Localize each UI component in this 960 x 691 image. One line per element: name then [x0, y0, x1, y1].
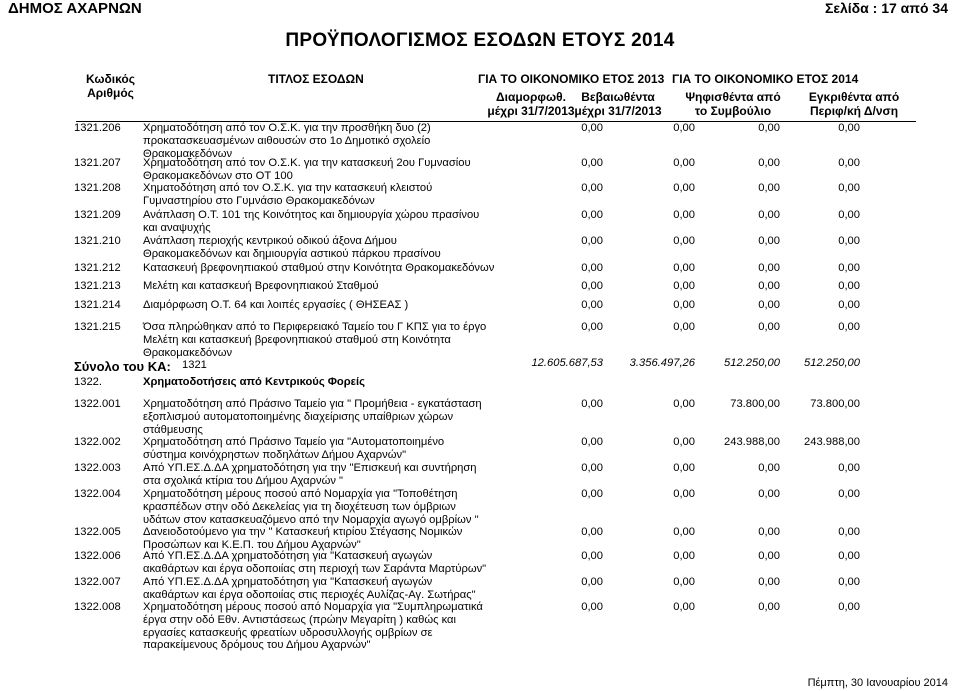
row-value-approved: 0,00 [838, 601, 860, 613]
row-value-certified: 0,00 [673, 398, 695, 410]
row-description: Ανάπλαση Ο.Τ. 101 της Κοινότητος και δημιουργία χώρου πρασίνου και αναψυχής [143, 209, 480, 234]
col-voted-label-1: Ψηφισθέντα από [685, 90, 781, 104]
row-description: Όσα πληρώθηκαν από το Περιφερειακό Ταμείο του Γ ΚΠΣ για το έργο Μελέτη και κατασκευή βρεφονηπιακού σταθμού στη Κοινότητα Θρακομακεδόνων [143, 321, 487, 359]
row-description: Από ΥΠ.ΕΣ.Δ.ΔΑ χρηματοδότηση για "Κατασκευή αγωγών ακαθάρτων και έργα οδοποιίας στη περιοχή των Σαράντα Μαρτύρων" [143, 550, 487, 575]
row-value-certified: 0,00 [673, 601, 695, 613]
row-description: Χρηματοδότηση μέρους ποσού από Νομαρχία για "Τοποθέτηση κρασπέδων στην οδό Δεκελείας για τη διοχέτευση των όμβριων υδάτων στον κατασκευαζόμενο από την Νομαρχία αγωγό ομβρίων " [143, 488, 479, 526]
col-certified-label-1: Βεβαιωθέντα [581, 90, 655, 104]
row-value-approved: 0,00 [838, 262, 860, 274]
row-value-formed: 0,00 [581, 299, 603, 311]
row-description: Από ΥΠ.ΕΣ.Δ.ΔΑ χρηματοδότηση για την "Επισκευή και συντήρηση στα σχολικά κτίρια του Δήμου Αχαρνών " [143, 462, 477, 487]
row-code: 1321.212 [74, 262, 121, 274]
total-label: Σύνολο του ΚΑ: [74, 359, 171, 374]
page-info: Σελίδα : 17 από 34 [824, 0, 948, 16]
row-value-voted: 0,00 [758, 209, 780, 221]
row-value-voted: 0,00 [758, 299, 780, 311]
row-code: 1322.004 [74, 488, 121, 500]
row-code: 1322.003 [74, 462, 121, 474]
row-value-voted: 243.988,00 [724, 436, 780, 448]
col-voted-header [680, 90, 786, 118]
row-value-voted: 0,00 [758, 157, 780, 169]
row-value-certified: 0,00 [673, 436, 695, 448]
row-value-formed: 0,00 [581, 488, 603, 500]
row-value-certified: 0,00 [673, 526, 695, 538]
row-value-formed: 0,00 [581, 209, 603, 221]
row-description: Κατασκευή βρεφονηπιακού σταθμού στην Κοινότητα Θρακομακεδόνων [143, 262, 495, 274]
row-value-voted: 0,00 [758, 576, 780, 588]
row-value-certified: 0,00 [673, 488, 695, 500]
row-description: Δανειοδοτούμενο για την " Κατασκευή κτιρίου Στέγασης Νομικών Προσώπων και Κ.Ε.Π. του Δήμου Αχαρνών" [143, 526, 463, 551]
row-value-approved: 0,00 [838, 526, 860, 538]
row-code: 1321.213 [74, 280, 121, 292]
row-value-approved: 0,00 [838, 576, 860, 588]
footer-date: Πέμπτη, 30 Ιανουαρίου 2014 [807, 677, 948, 689]
row-value-certified: 0,00 [673, 321, 695, 333]
row-value-certified: 0,00 [673, 157, 695, 169]
row-value-formed: 0,00 [581, 122, 603, 134]
row-value-approved: 0,00 [838, 488, 860, 500]
row-value-voted: 0,00 [758, 526, 780, 538]
col-approved-header [794, 90, 914, 118]
row-code: 1321.209 [74, 209, 121, 221]
row-value-voted: 0,00 [758, 488, 780, 500]
row-description: Χρηματοδότηση από τον Ο.Σ.Κ. για την προσθήκη δυο (2) προκατασκευασμένων αιθουσών στο 1ο Δημοτικό σχολείο Θρακομακεδόνων [143, 122, 431, 160]
row-description: Χρηματοδότηση από Πράσινο Ταμείο για "Αυτοματοποιημένο σύστημα κοινόχρηστων ποδηλάτων Δήμου Αχαρνών" [143, 436, 445, 461]
row-value-certified: 0,00 [673, 235, 695, 247]
row-code: 1321.210 [74, 235, 121, 247]
total-value-approved: 512.250,00 [804, 357, 860, 369]
col-approved-label-2: Περιφ/κή Δ/νση [809, 104, 899, 118]
row-value-approved: 0,00 [838, 462, 860, 474]
row-description: Χηματοδότηση από τον Ο.Σ.Κ. για την κατασκευή κλειστού Γυμναστηρίου στο Γυμνάσιο Θρακομακεδόνων [143, 182, 433, 207]
col-code-label-1: Κωδικός [86, 72, 136, 86]
row-description: Μελέτη και κατασκευή Βρεφονηπιακού Σταθμού [143, 280, 379, 292]
row-value-approved: 0,00 [838, 321, 860, 333]
row-value-formed: 0,00 [581, 157, 603, 169]
row-value-certified: 0,00 [673, 299, 695, 311]
row-value-certified: 0,00 [673, 462, 695, 474]
col-approved-label-1: Εγκριθέντα από [808, 90, 900, 104]
row-value-certified: 0,00 [673, 182, 695, 194]
row-value-certified: 0,00 [673, 576, 695, 588]
row-description: Χρηματοδότηση μέρους ποσού από Νομαρχία για "Συμπληρωματικά έργα στην οδό Εθν. Αντιστάσεως (πρώην Μεγαρίτη ) καθώς και εργασίες κατασκευής φρεατίων υδροσυλλογής ομβρίων σε παρακείμενους δρόμους του Δήμου Αχαρνών" [143, 601, 483, 652]
row-value-voted: 0,00 [758, 235, 780, 247]
total-value-formed: 12.605.687,53 [531, 357, 603, 369]
col-formed-header [486, 90, 576, 118]
row-value-formed: 0,00 [581, 462, 603, 474]
page-title: ΠΡΟΫΠΟΛΟΓΙΣΜΟΣ ΕΣΟΔΩΝ ΕΤΟΥΣ 2014 [285, 30, 675, 51]
row-value-certified: 0,00 [673, 550, 695, 562]
row-value-certified: 0,00 [673, 280, 695, 292]
row-value-voted: 0,00 [758, 321, 780, 333]
row-value-certified: 0,00 [673, 262, 695, 274]
section-code: 1322. [74, 376, 102, 388]
row-value-formed: 0,00 [581, 262, 603, 274]
row-value-formed: 0,00 [581, 526, 603, 538]
row-value-approved: 0,00 [838, 235, 860, 247]
row-value-formed: 0,00 [581, 436, 603, 448]
row-value-voted: 0,00 [758, 601, 780, 613]
col-code-label-2: Αριθμός [87, 86, 134, 100]
row-value-formed: 0,00 [581, 398, 603, 410]
row-value-approved: 0,00 [838, 299, 860, 311]
fy2014-header: ΓΙΑ ΤΟ ΟΙΚΟΝΟΜΙΚΟ ΕΤΟΣ 2014 [672, 72, 859, 86]
row-value-approved: 0,00 [838, 122, 860, 134]
row-code: 1322.006 [74, 550, 121, 562]
row-code: 1322.007 [74, 576, 121, 588]
municipality-name: ΔΗΜΟΣ ΑΧΑΡΝΩΝ [8, 0, 142, 17]
row-value-voted: 0,00 [758, 280, 780, 292]
col-certified-label-2: μέχρι 31/7/2013 [574, 104, 662, 118]
total-value-voted: 512.250,00 [724, 357, 780, 369]
col-voted-label-2: το Συμβούλιο [694, 104, 772, 118]
row-code: 1321.214 [74, 299, 121, 311]
section-title: Χρηματοδοτήσεις από Κεντρικούς Φορείς [143, 376, 365, 388]
fy2013-header: ΓΙΑ ΤΟ ΟΙΚΟΝΟΜΙΚΟ ΕΤΟΣ 2013 [478, 72, 665, 86]
row-code: 1322.002 [74, 436, 121, 448]
row-value-approved: 0,00 [838, 182, 860, 194]
row-value-approved: 0,00 [838, 280, 860, 292]
row-code: 1322.008 [74, 601, 121, 613]
row-value-formed: 0,00 [581, 576, 603, 588]
total-value-certified: 3.356.497,26 [629, 357, 695, 369]
row-code: 1321.206 [74, 122, 121, 134]
row-value-approved: 0,00 [838, 550, 860, 562]
col-formed-label-2: μέχρι 31/7/2013 [487, 104, 575, 118]
col-certified-header [566, 90, 670, 118]
row-value-formed: 0,00 [581, 550, 603, 562]
col-formed-label-1: Διαμορφωθ. [496, 90, 566, 104]
row-value-voted: 0,00 [758, 462, 780, 474]
row-value-voted: 0,00 [758, 262, 780, 274]
row-value-formed: 0,00 [581, 321, 603, 333]
col-code-header [86, 72, 135, 100]
row-code: 1322.005 [74, 526, 121, 538]
row-code: 1322.001 [74, 398, 121, 410]
row-code: 1321.215 [74, 321, 121, 333]
row-value-voted: 73.800,00 [730, 398, 780, 410]
row-value-voted: 0,00 [758, 182, 780, 194]
row-value-approved: 0,00 [838, 209, 860, 221]
row-value-formed: 0,00 [581, 601, 603, 613]
row-description: Από ΥΠ.ΕΣ.Δ.ΔΑ χρηματοδότηση για "Κατασκευή αγωγών ακαθάρτων και έργα οδοποιίας στις περιοχές Αυλίζας-Αγ. Σωτήρας" [143, 576, 476, 601]
row-value-approved: 73.800,00 [810, 398, 860, 410]
row-value-certified: 0,00 [673, 209, 695, 221]
row-description: Χρηματοδότηση από Πράσινο Ταμείο για " Προμήθεια - εγκατάσταση εξοπλισμού αυτοματοποιημένης διαχείρισης υπαίθριων χώρων στάθμευσης [143, 398, 482, 436]
row-value-formed: 0,00 [581, 182, 603, 194]
row-description: Ανάπλαση περιοχής κεντρικού οδικού άξονα Δήμου Θρακομακεδόνων και δημιουργία αστικού πάρκου πρασίνου [143, 235, 441, 260]
row-description: Διαμόρφωση Ο.Τ. 64 και λοιπές εργασίες ( ΘΗΣΕΑΣ ) [143, 299, 409, 311]
row-value-approved: 243.988,00 [804, 436, 860, 448]
row-value-voted: 0,00 [758, 550, 780, 562]
row-value-approved: 0,00 [838, 157, 860, 169]
row-code: 1321.207 [74, 157, 121, 169]
row-value-formed: 0,00 [581, 235, 603, 247]
row-description: Χρηματοδότηση από τον Ο.Σ.Κ. για την κατασκευή 2ου Γυμνασίου Θρακομακεδόνων στο ΟΤ 100 [143, 157, 471, 182]
row-value-voted: 0,00 [758, 122, 780, 134]
total-code: 1321 [182, 359, 207, 371]
row-value-formed: 0,00 [581, 280, 603, 292]
row-value-certified: 0,00 [673, 122, 695, 134]
row-code: 1321.208 [74, 182, 121, 194]
col-title-header: ΤΙΤΛΟΣ ΕΣΟΔΩΝ [268, 72, 364, 86]
